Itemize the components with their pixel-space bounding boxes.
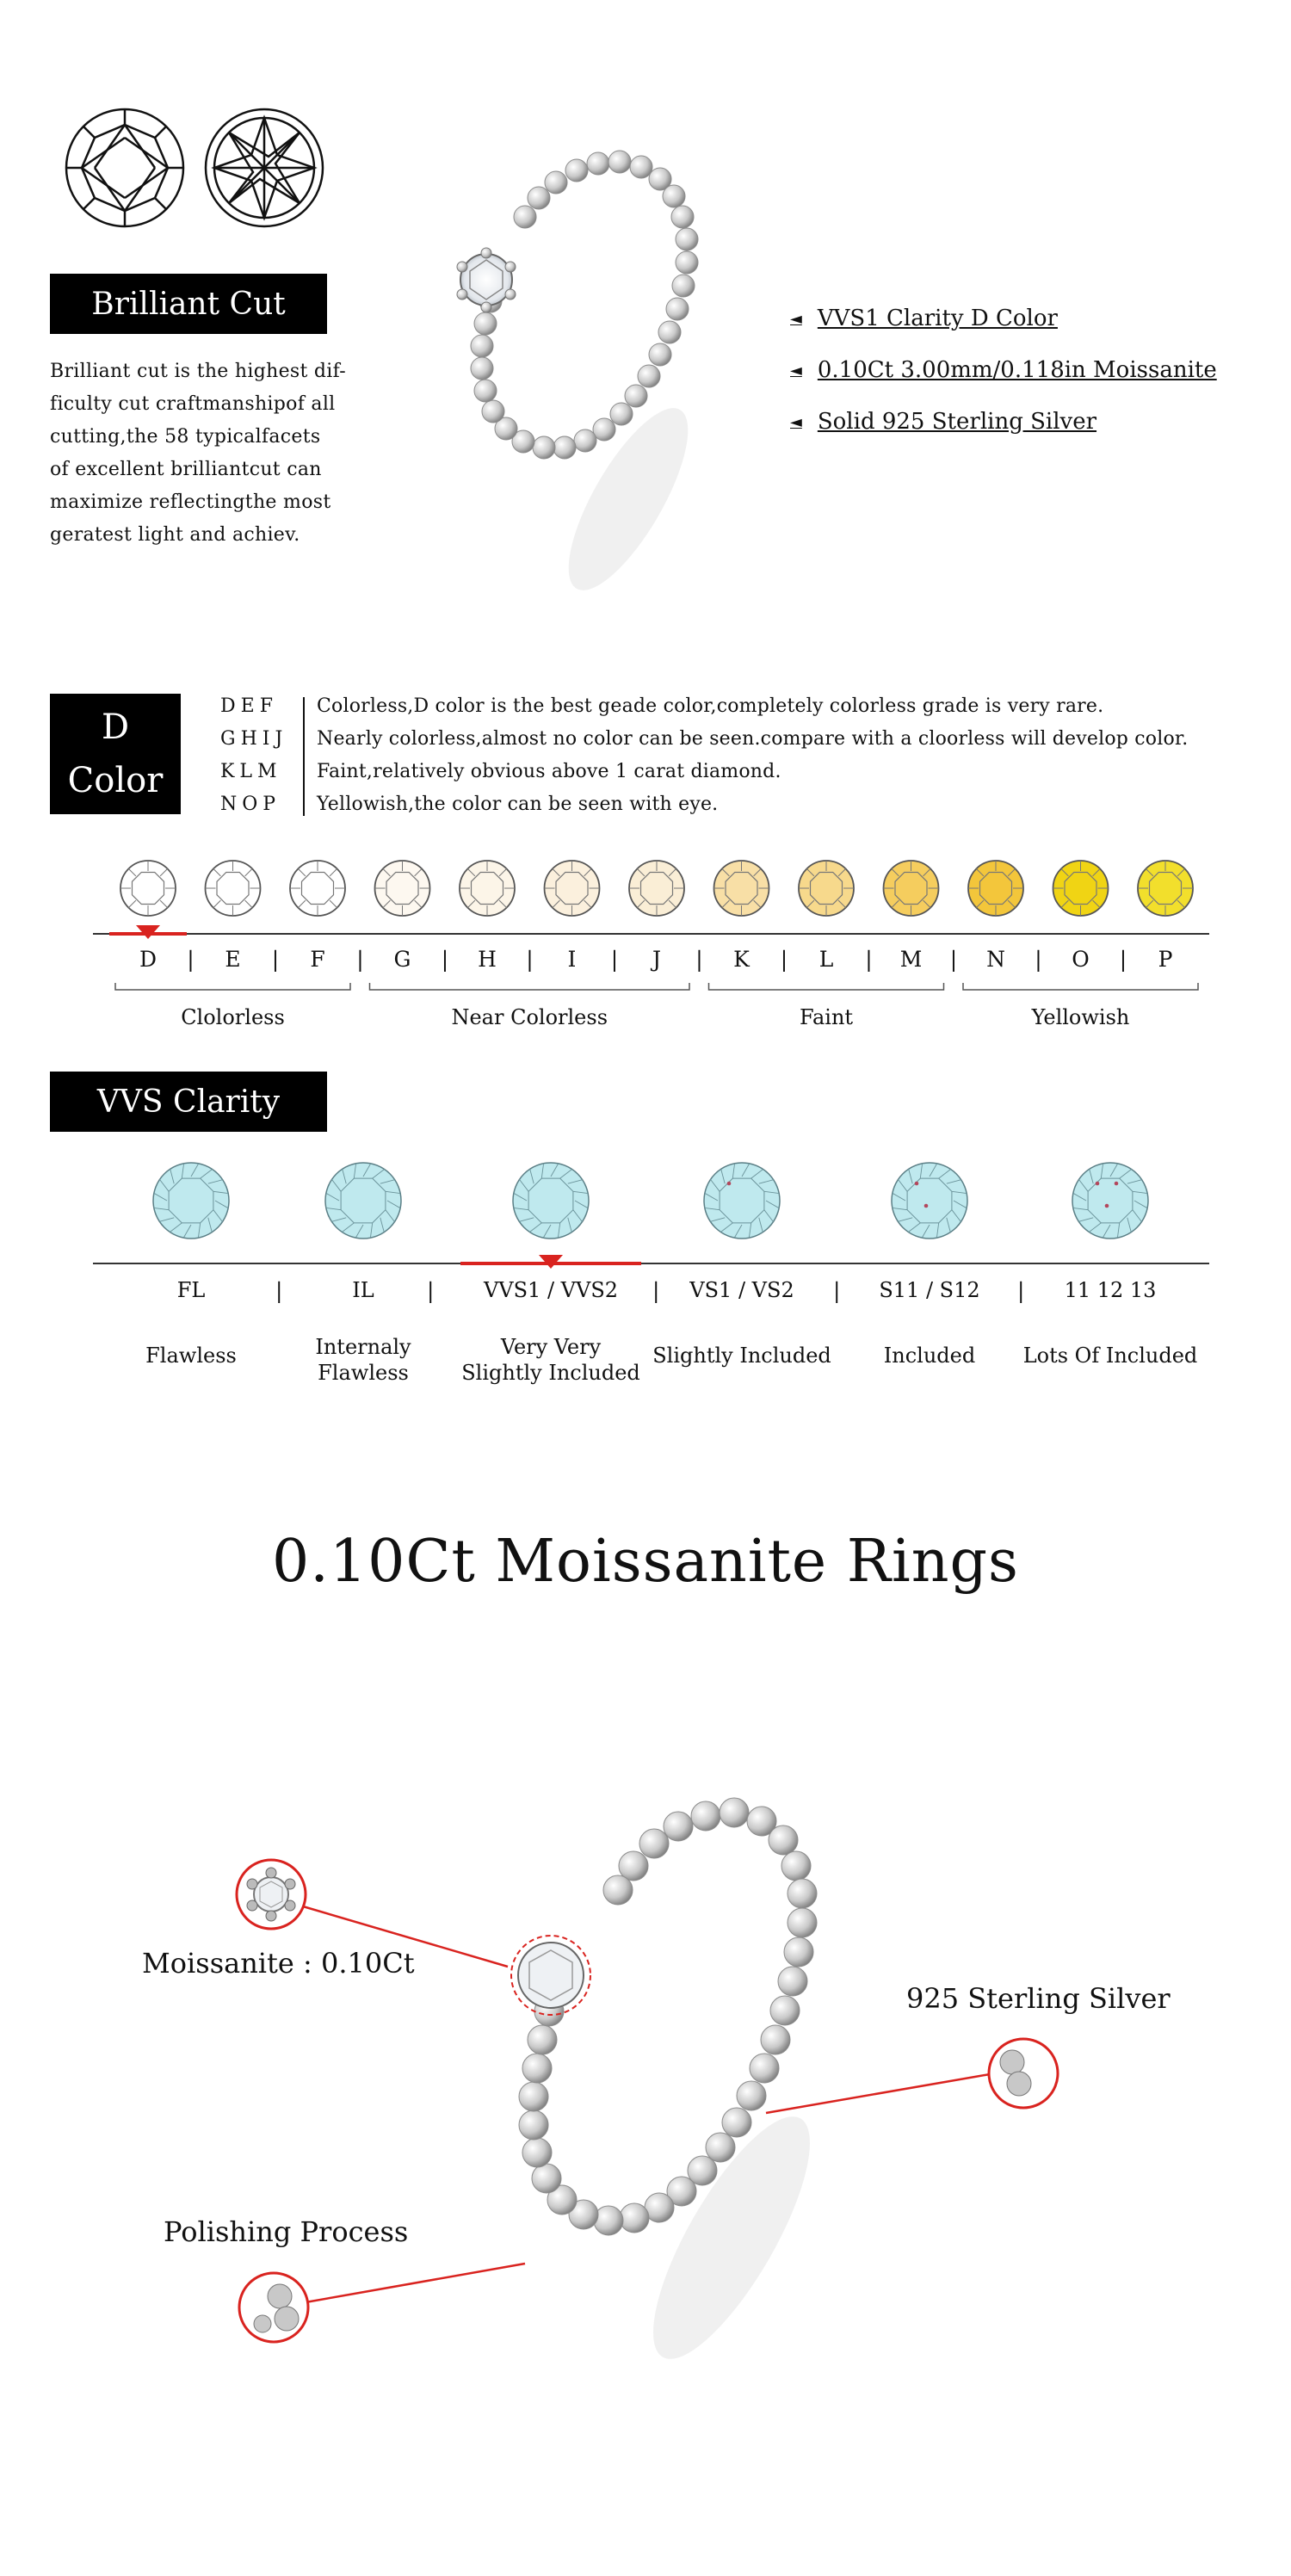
spec-item bbox=[790, 344, 1272, 396]
color-grade-letter: L bbox=[818, 947, 834, 972]
color-grade-letter: M bbox=[899, 947, 923, 972]
diamond-top-view-icon bbox=[60, 103, 189, 232]
color-swatch-gem-icon bbox=[460, 861, 515, 916]
clarity-grade-code: FL bbox=[176, 1278, 206, 1302]
spec-item bbox=[790, 396, 1272, 448]
silver-callout-label: 925 Sterling Silver bbox=[906, 1982, 1171, 2015]
color-group-label: Clolorless bbox=[181, 1005, 285, 1029]
clarity-grade-label: Flawless bbox=[145, 1344, 237, 1368]
diamond-bottom-view-icon bbox=[200, 103, 329, 232]
polishing-zoom-icon bbox=[237, 2270, 311, 2344]
color-row-ghij bbox=[220, 728, 1188, 750]
clarity-gem-icon bbox=[325, 1163, 401, 1239]
color-swatch-gem-icon bbox=[629, 861, 684, 916]
grade-separator: | bbox=[427, 1278, 435, 1303]
color-grade-letter: N bbox=[986, 947, 1005, 972]
color-swatch-gem-icon bbox=[290, 861, 345, 916]
clarity-gem-icon bbox=[1072, 1163, 1148, 1239]
grade-separator: | bbox=[1017, 1278, 1025, 1303]
color-row-desc: Faint,relatively obvious above 1 carat diamond. bbox=[317, 761, 781, 782]
color-row-grades: NOP bbox=[220, 794, 281, 815]
color-grade-letter: P bbox=[1158, 947, 1173, 972]
moissanite-zoom-icon bbox=[234, 1857, 308, 1931]
color-swatch-gem-icon bbox=[714, 861, 769, 916]
grade-separator: | bbox=[356, 947, 364, 972]
group-bracket bbox=[963, 983, 1198, 990]
color-row-grades: GHIJ bbox=[220, 728, 288, 750]
arrow-left-icon: ◄ bbox=[790, 412, 802, 431]
grade-separator: | bbox=[441, 947, 449, 972]
grade-separator: | bbox=[865, 947, 873, 972]
clarity-grade-code: 11 12 13 bbox=[1064, 1278, 1157, 1302]
clarity-grade-label: Included bbox=[883, 1344, 976, 1368]
clarity-grade-label: Very Very Slightly Included bbox=[461, 1335, 640, 1385]
color-swatch-gem-icon bbox=[1053, 861, 1109, 916]
color-row-desc: Colorless,D color is the best geade color,completely colorless grade is very rare. bbox=[317, 695, 1104, 717]
description-line: of excellent brilliantcut can bbox=[50, 459, 322, 480]
clarity-grade-code: IL bbox=[352, 1278, 374, 1302]
moissanite-callout-label: Moissanite : 0.10Ct bbox=[142, 1947, 415, 1980]
badge-grade: D bbox=[101, 707, 130, 747]
color-row-desc: Yellowish,the color can be seen with eye. bbox=[317, 794, 719, 815]
color-grade-letter: K bbox=[733, 947, 750, 972]
color-swatch-gem-icon bbox=[120, 861, 176, 916]
description-line: ficulty cut craftmanshipof all bbox=[50, 393, 336, 415]
color-row-grades: KLM bbox=[220, 761, 282, 782]
color-swatch-gem-icon bbox=[799, 861, 854, 916]
grade-separator: | bbox=[780, 947, 788, 972]
color-grade-letter: D bbox=[139, 947, 158, 972]
clarity-gem-icon bbox=[513, 1163, 589, 1239]
color-grade-letter: F bbox=[310, 947, 325, 972]
spec-text: 0.10Ct 3.00mm/0.118in Moissanite bbox=[817, 357, 1217, 383]
color-swatch-gem-icon bbox=[884, 861, 939, 916]
clarity-gem-icon bbox=[892, 1163, 967, 1239]
group-bracket bbox=[370, 983, 690, 990]
spec-text: VVS1 Clarity D Color bbox=[817, 306, 1058, 331]
brilliant-cut-description bbox=[50, 355, 360, 552]
clarity-grade-label: Slightly Included bbox=[652, 1344, 831, 1368]
color-group-label: Yellowish bbox=[1031, 1005, 1130, 1029]
color-grade-letter: O bbox=[1072, 947, 1090, 972]
color-row-nop bbox=[220, 794, 718, 815]
grade-separator: | bbox=[695, 947, 703, 972]
color-grade-letter: J bbox=[652, 947, 662, 972]
grade-separator: | bbox=[1035, 947, 1042, 972]
color-swatch-gem-icon bbox=[1138, 861, 1193, 916]
spec-text: Solid 925 Sterling Silver bbox=[817, 409, 1097, 435]
d-color-badge bbox=[50, 694, 181, 814]
grade-separator: | bbox=[949, 947, 958, 972]
color-row-klm bbox=[220, 761, 781, 782]
color-row-def bbox=[220, 695, 1103, 717]
color-grade-letter: E bbox=[225, 947, 241, 972]
clarity-gem-icon bbox=[704, 1163, 780, 1239]
brilliant-cut-title: Brilliant Cut bbox=[50, 274, 327, 334]
clarity-grade-code: S11 / S12 bbox=[879, 1278, 980, 1302]
color-grade-letter: H bbox=[478, 947, 497, 972]
description-line: maximize reflectingthe most bbox=[50, 491, 331, 513]
clarity-grade-code: VS1 / VS2 bbox=[689, 1278, 794, 1302]
ring-product-image bbox=[413, 138, 775, 620]
polishing-callout-label: Polishing Process bbox=[164, 2215, 409, 2248]
color-grade-letter: G bbox=[393, 947, 411, 972]
grade-separator: | bbox=[526, 947, 534, 972]
group-bracket bbox=[115, 983, 350, 990]
color-group-label: Near Colorless bbox=[451, 1005, 608, 1029]
grade-separator: | bbox=[610, 947, 619, 972]
clarity-grade-label: Lots Of Included bbox=[1022, 1344, 1198, 1368]
color-row-desc: Nearly colorless,almost no color can be seen.compare with a cloorless will develop color. bbox=[317, 728, 1189, 750]
color-grade-letter: I bbox=[567, 947, 577, 972]
grade-separator: | bbox=[275, 1278, 283, 1303]
clarity-grade-label: Internaly Flawless bbox=[315, 1335, 411, 1385]
clarity-grade-code: VVS1 / VVS2 bbox=[483, 1278, 619, 1302]
grade-separator: | bbox=[271, 947, 280, 972]
product-title: 0.10Ct Moissanite Rings bbox=[272, 1528, 1019, 1596]
grade-separator: | bbox=[652, 1278, 660, 1303]
description-line: cutting,the 58 typicalfacets bbox=[50, 426, 321, 448]
vvs-clarity-title: VVS Clarity bbox=[50, 1072, 327, 1132]
color-swatch-gem-icon bbox=[968, 861, 1023, 916]
group-bracket bbox=[709, 983, 944, 990]
spec-list bbox=[790, 293, 1272, 448]
color-swatch-gem-icon bbox=[206, 861, 261, 916]
callout-lines bbox=[0, 1807, 1291, 2410]
silver-zoom-icon bbox=[986, 2036, 1060, 2110]
arrow-left-icon: ◄ bbox=[790, 361, 802, 380]
grade-separator: | bbox=[833, 1278, 841, 1303]
description-line: Brilliant cut is the highest dif- bbox=[50, 361, 347, 382]
spec-item bbox=[790, 293, 1272, 344]
arrow-left-icon: ◄ bbox=[790, 309, 802, 328]
badge-word: Color bbox=[67, 761, 164, 800]
selected-marker-icon bbox=[136, 925, 160, 939]
grade-separator: | bbox=[1119, 947, 1127, 972]
color-swatch-gem-icon bbox=[375, 861, 430, 916]
color-swatch-gem-icon bbox=[545, 861, 600, 916]
grade-separator: | bbox=[187, 947, 195, 972]
selected-marker-icon bbox=[539, 1255, 563, 1269]
clarity-gem-icon bbox=[153, 1163, 229, 1239]
description-line: geratest light and achiev. bbox=[50, 524, 300, 546]
color-group-label: Faint bbox=[799, 1005, 854, 1029]
color-row-grades: DEF bbox=[220, 695, 278, 717]
